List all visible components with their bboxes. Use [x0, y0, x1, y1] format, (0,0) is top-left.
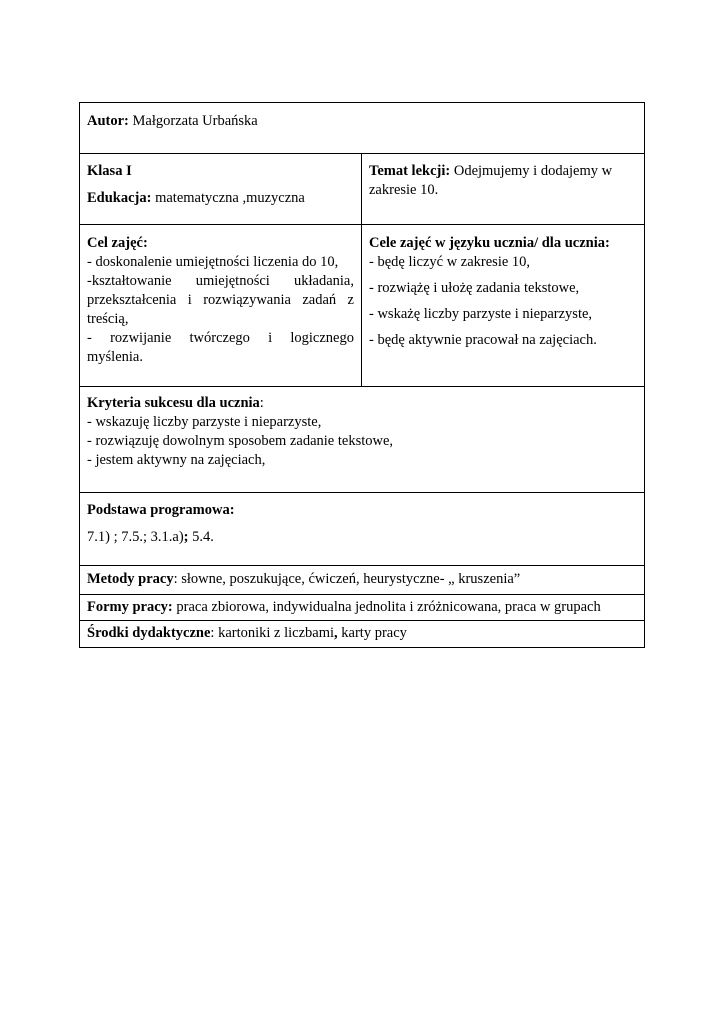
criteria-label: Kryteria sukcesu dla ucznia	[87, 395, 260, 411]
basis-label: Podstawa programowa:	[87, 502, 235, 518]
topic-value: Odejmujemy i dodajemy w zakresie 10.	[369, 163, 613, 198]
means-value: : kartoniki z liczbami	[210, 625, 335, 641]
criteria-item: - jestem aktywny na zajęciach,	[87, 452, 266, 468]
lesson-plan-table	[79, 102, 645, 648]
goal-item: -kształtowanie umiejętności układania, przekształcenia i rozwiązywania zadań z treścią,	[87, 273, 354, 327]
basis-cell	[80, 493, 645, 566]
criteria-cell	[80, 387, 645, 493]
author-row	[80, 103, 645, 154]
topic-cell	[362, 154, 645, 225]
class-cell	[80, 154, 362, 225]
criteria-row	[80, 387, 645, 493]
methods-row	[80, 566, 645, 595]
criteria-colon: :	[259, 395, 264, 411]
student-goal-item: - będę liczyć w zakresie 10,	[369, 254, 531, 270]
education-label: Edukacja:	[87, 190, 152, 206]
goal-item: - rozwijanie twórczego i logicznego myślenia.	[87, 330, 354, 365]
means-cell	[80, 621, 645, 648]
basis-value: 7.1) ; 7.5.; 3.1.a)	[87, 529, 184, 545]
goals-cell	[80, 225, 362, 387]
student-goals-label: Cele zajęć w języku ucznia/ dla ucznia:	[369, 235, 610, 251]
basis-value-end: 5.4.	[188, 529, 214, 545]
education-value: matematyczna ,muzyczna	[155, 190, 305, 206]
goals-label: Cel zajęć:	[87, 235, 148, 251]
means-value-end: karty pracy	[337, 625, 407, 641]
methods-cell	[80, 566, 645, 595]
forms-row	[80, 595, 645, 621]
means-label: Środki dydaktyczne	[87, 625, 211, 641]
basis-semicolon: ;	[183, 529, 189, 545]
author-label: Autor:	[87, 113, 129, 129]
student-goals-cell	[362, 225, 645, 387]
criteria-item: - wskazuję liczby parzyste i nieparzyste,	[87, 414, 322, 430]
topic-label: Temat lekcji:	[369, 163, 451, 179]
goals-row	[80, 225, 645, 387]
student-goal-item: - rozwiążę i ułożę zadania tekstowe,	[369, 280, 580, 296]
basis-row	[80, 493, 645, 566]
means-row	[80, 621, 645, 648]
class-label: Klasa I	[87, 163, 132, 179]
forms-value: praca zbiorowa, indywidualna jednolita i zróżnicowana, praca w grupach	[176, 599, 601, 615]
forms-label: Formy pracy:	[87, 599, 173, 615]
author-name: Małgorzata Urbańska	[132, 113, 258, 129]
student-goal-item: - wskażę liczby parzyste i nieparzyste,	[369, 306, 593, 322]
means-comma: ,	[334, 625, 338, 641]
class-topic-row	[80, 154, 645, 225]
student-goal-item: - będę aktywnie pracował na zajęciach.	[369, 332, 597, 348]
forms-cell	[80, 595, 645, 621]
author-cell	[80, 103, 645, 154]
methods-value: : słowne, poszukujące, ćwiczeń, heurystyczne- „ kruszenia”	[173, 571, 521, 587]
methods-label: Metody pracy	[87, 571, 174, 587]
criteria-item: - rozwiązuję dowolnym sposobem zadanie tekstowe,	[87, 433, 394, 449]
goal-item: - doskonalenie umiejętności liczenia do 10,	[87, 254, 339, 270]
